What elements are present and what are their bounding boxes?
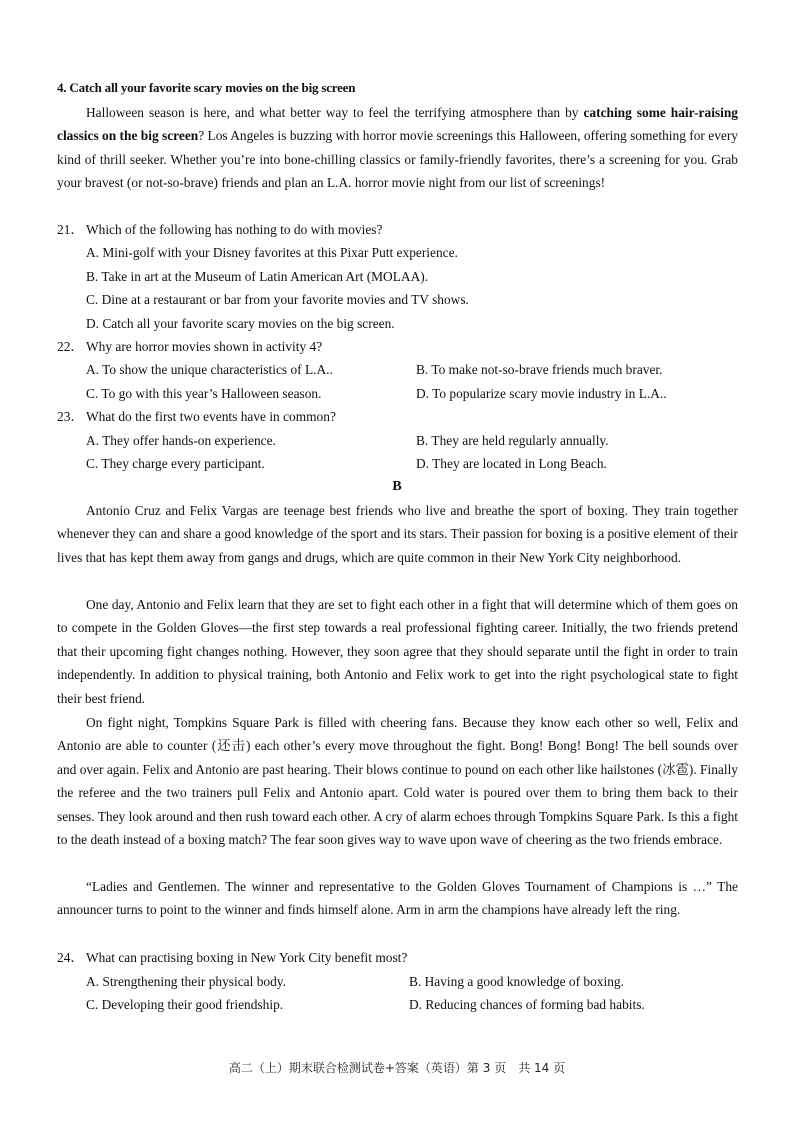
option-21-c: C. Dine at a restaurant or bar from your favorite movies and TV shows. bbox=[86, 292, 469, 307]
question-number: 22． bbox=[57, 339, 84, 354]
question-number: 24． bbox=[57, 950, 84, 965]
question-24 bbox=[57, 946, 407, 969]
option-22-a: A. To show the unique characteristics of L.A.. bbox=[86, 362, 333, 377]
question-number: 23． bbox=[57, 409, 84, 424]
option-21-d: D. Catch all your favorite scary movies on the big screen. bbox=[86, 316, 395, 331]
section-b-label: B bbox=[392, 479, 402, 494]
option-22-d: D. To popularize scary movie industry in L.A.. bbox=[416, 386, 667, 401]
section-4-text-2: ? Los Angeles is buzzing with horror movie screenings this Halloween, offering something for every kind of thrill seeker. Whether you’re into bone-chilling classics or family-friendly favorites, there’s a screening for you. Grab your bravest (or not-so-brave) friends and plan an L.A. horror movie night from our list of screenings! bbox=[57, 128, 738, 191]
question-text: What can practising boxing in New York City benefit most? bbox=[86, 950, 408, 965]
option-22-c: C. To go with this year’s Halloween season. bbox=[86, 386, 322, 401]
section-b-paragraph-4: “Ladies and Gentlemen. The winner and representative to the Golden Gloves Tournament of Champions is …” The announcer turns to point to the winner and finds himself alone. Arm in arm the champions have already left the ring. bbox=[57, 879, 738, 918]
section-4-heading: 4. Catch all your favorite scary movies on the big screen bbox=[57, 80, 356, 95]
question-21 bbox=[57, 218, 382, 241]
section-b-paragraph-3: On fight night, Tompkins Square Park is filled with cheering fans. Because they know each other so well, Felix and Antonio are able to counter (还击) each other’s every move throughout the fight. Bong! Bong! Bong! The bell sounds over and over again. Felix and Antonio are past hearing. Their blows continue to pound on each other like hailstones (冰雹). Finally the referee and the two trainers pull Felix and Antonio apart. Cold water is poured over them to bring them back to their senses. They look around and then rush toward each other. A cry of alarm echoes through Tompkins Square Park. Is this a fight to the death instead of a boxing match? The fear soon gives way to wave upon wave of cheering as the two friends embrace. bbox=[57, 715, 738, 848]
question-text: Which of the following has nothing to do with movies? bbox=[86, 222, 383, 237]
option-23-a: A. They offer hands-on experience. bbox=[86, 433, 276, 448]
option-22-b: B. To make not-so-brave friends much braver. bbox=[416, 362, 663, 377]
option-23-c: C. They charge every participant. bbox=[86, 456, 265, 471]
page-footer: 高二（上）期末联合检测试卷+答案（英语）第 3 页 共 14 页 bbox=[228, 1061, 566, 1075]
option-23-d: D. They are located in Long Beach. bbox=[416, 456, 607, 471]
section-4-paragraph bbox=[57, 101, 738, 195]
option-21-a: A. Mini-golf with your Disney favorites at this Pixar Putt experience. bbox=[86, 245, 458, 260]
section-4-bold-phrase: catching some hair-raising classics on the big screen bbox=[57, 105, 738, 144]
option-24-a: A. Strengthening their physical body. bbox=[86, 974, 286, 989]
question-text: Why are horror movies shown in activity 4? bbox=[86, 339, 323, 354]
question-text: What do the first two events have in common? bbox=[86, 409, 336, 424]
option-23-b: B. They are held regularly annually. bbox=[416, 433, 609, 448]
section-b-paragraph-1: Antonio Cruz and Felix Vargas are teenage best friends who live and breathe the sport of boxing. They train together whenever they can and share a good knowledge of the sport and its stars. Their passion for boxing is a positive element of their lives that has kept them away from gangs and drugs, which are quite common in their New York City neighborhood. bbox=[57, 503, 739, 565]
section-b-paragraph-2: One day, Antonio and Felix learn that they are set to fight each other in a fight that will determine which of them goes on to compete in the Golden Gloves—the first step towards a real professional fighting career. Initially, the two friends pretend that their upcoming fight changes nothing. However, they soon agree that they should separate until the fight in order to train independently. In addition to physical training, both Antonio and Felix work to get into the right psychological state to fight their best friend. bbox=[57, 597, 738, 706]
option-24-b: B. Having a good knowledge of boxing. bbox=[409, 974, 624, 989]
question-23 bbox=[57, 405, 336, 428]
option-24-d: D. Reducing chances of forming bad habits. bbox=[409, 997, 645, 1012]
section-4-text-1: Halloween season is here, and what better way to feel the terrifying atmosphere than by bbox=[86, 105, 584, 120]
option-24-c: C. Developing their good friendship. bbox=[86, 997, 284, 1012]
question-22 bbox=[57, 335, 322, 358]
question-number: 21． bbox=[57, 222, 84, 237]
option-21-b: B. Take in art at the Museum of Latin American Art (MOLAA). bbox=[86, 269, 429, 284]
